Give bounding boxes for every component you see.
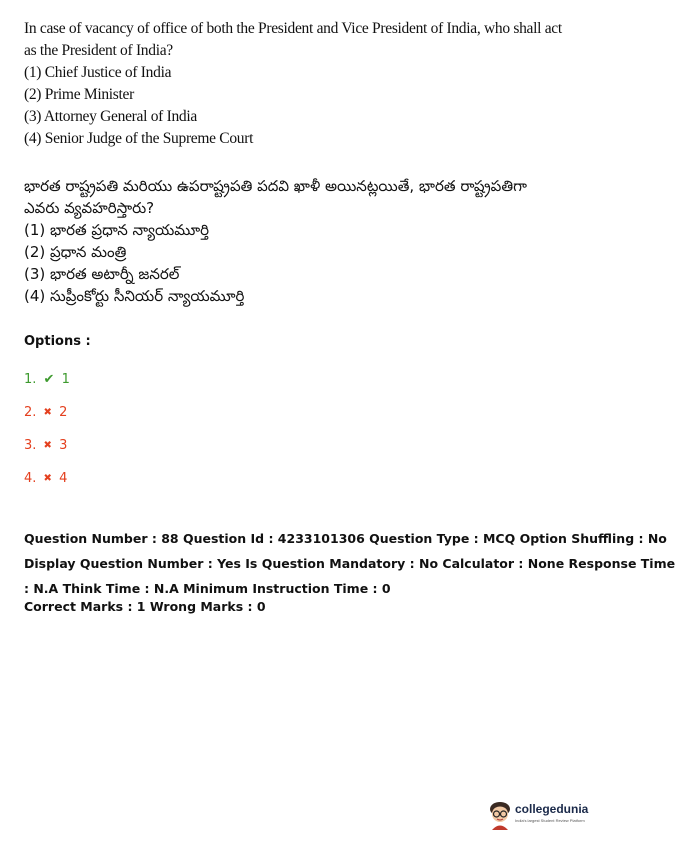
choice-english-4: (4) Senior Judge of the Supreme Court	[24, 130, 254, 147]
question-metadata	[24, 526, 675, 601]
choice-english-1: (1) Chief Justice of India	[24, 64, 172, 81]
options-heading: Options :	[24, 334, 91, 349]
question-telugu	[24, 175, 564, 307]
option-number: 4.	[24, 471, 37, 486]
marks-info: Correct Marks : 1 Wrong Marks : 0	[24, 599, 266, 614]
question-telugu-line-2: ఎవరు వ్యవహరిస్తారు?	[24, 199, 155, 217]
question-telugu-line-1: భారత రాష్ట్రపతి మరియు ఉపరాష్ట్రపతి పదవి ఖాళీ అయినట్లయితే, భారత రాష్ట్రపతిగా	[24, 177, 527, 195]
option-number: 3.	[24, 438, 37, 453]
choice-english-3: (3) Attorney General of India	[24, 108, 197, 125]
option-4	[24, 471, 67, 486]
option-number: 2.	[24, 405, 37, 420]
choice-telugu-3: (3) భారత అటార్నీ జనరల్	[24, 265, 180, 283]
option-value: 4	[59, 471, 68, 486]
logo-tagline: India's largest Student Review Platform	[515, 818, 585, 823]
option-1	[24, 372, 70, 387]
cross-icon: ✖	[43, 473, 52, 484]
choice-telugu-4: (4) సుప్రీంకోర్టు సీనియర్ న్యాయమూర్తి	[24, 287, 245, 305]
question-english	[24, 18, 562, 150]
choice-english-2: (2) Prime Minister	[24, 86, 134, 103]
cross-icon: ✖	[43, 440, 52, 451]
question-text-line-1: In case of vacancy of office of both the President and Vice President of India, who shall act	[24, 20, 562, 37]
metadata-line-2: Display Question Number : Yes Is Question Mandatory : No Calculator : None Response Time	[24, 556, 675, 571]
collegedunia-logo	[487, 800, 587, 832]
logo-wordmark: collegedunia	[515, 802, 589, 816]
option-number: 1.	[24, 372, 37, 387]
option-value: 3	[59, 438, 68, 453]
choice-telugu-2: (2) ప్రధాన మంత్రి	[24, 243, 127, 261]
option-value: 2	[59, 405, 68, 420]
question-text-line-2: as the President of India?	[24, 42, 173, 59]
check-icon: ✔	[43, 372, 55, 387]
option-2	[24, 405, 67, 420]
choice-telugu-1: (1) భారత ప్రధాన న్యాయమూర్తి	[24, 221, 210, 239]
metadata-line-1: Question Number : 88 Question Id : 4233101306 Question Type : MCQ Option Shuffling : No	[24, 531, 667, 546]
metadata-line-3: : N.A Think Time : N.A Minimum Instruction Time : 0	[24, 581, 391, 596]
mascot-icon	[487, 800, 513, 830]
option-value: 1	[61, 372, 70, 387]
option-3	[24, 438, 67, 453]
cross-icon: ✖	[43, 407, 52, 418]
